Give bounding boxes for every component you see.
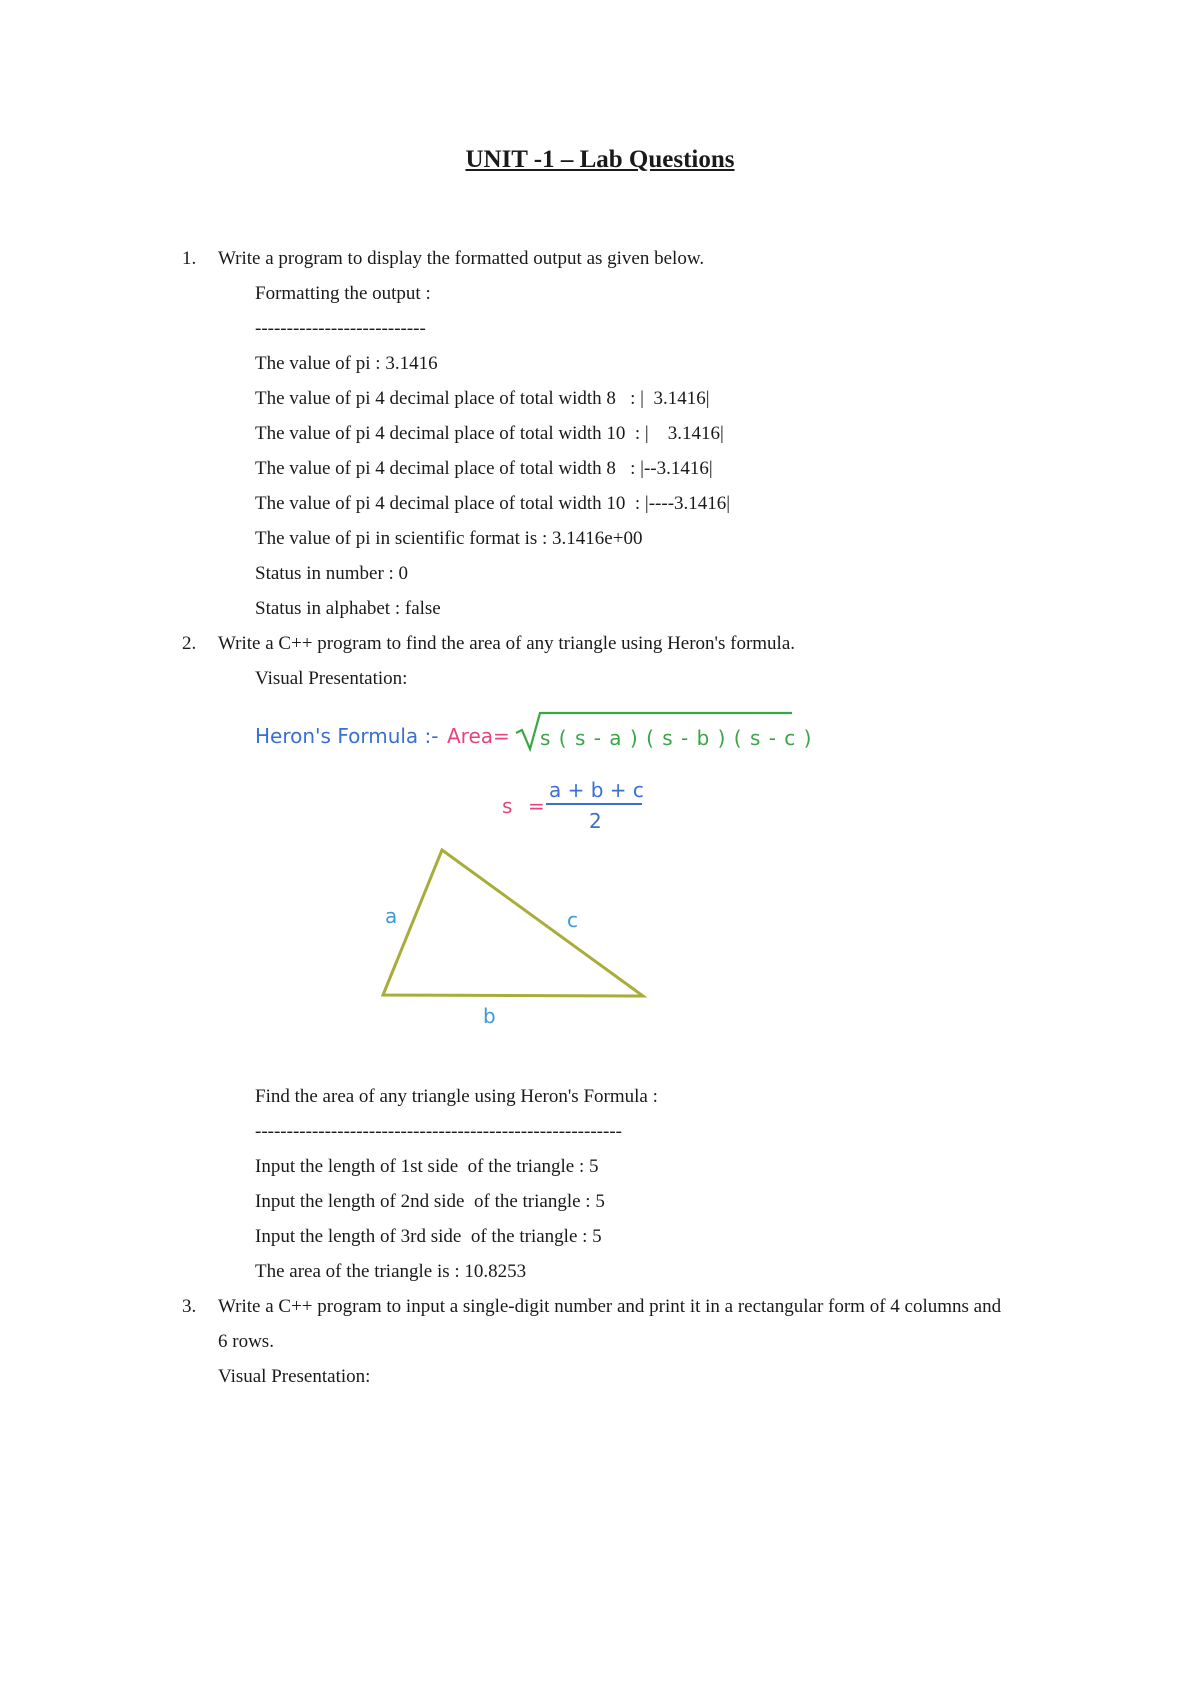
area-label: Area [447, 724, 494, 748]
q1-output-line: The value of pi 4 decimal place of total width 8 : | 3.1416| [255, 388, 710, 409]
q2-visual-label: Visual Presentation: [255, 668, 408, 689]
q2-text: Write a C++ program to find the area of any triangle using Heron's formula. [218, 633, 796, 654]
q1-output-line: The value of pi 4 decimal place of total width 10 : | 3.1416| [255, 423, 724, 444]
q3-number: 3. [182, 1296, 197, 1317]
q2-number: 2. [182, 633, 197, 654]
q1-output-line: Status in number : 0 [255, 563, 409, 584]
heron-formula-figure [240, 705, 820, 1035]
q1-text: Write a program to display the formatted output as given below. [218, 248, 705, 269]
q3-text-line2: 6 rows. [218, 1331, 274, 1352]
q2-output-line: Input the length of 1st side of the triangle : 5 [255, 1156, 599, 1177]
page-title: UNIT -1 – Lab Questions [465, 146, 735, 173]
radicand: s ( s - a ) ( s - b ) ( s - c ) [540, 726, 813, 750]
side-b-label: b [483, 1004, 496, 1028]
q1-output-line: The value of pi : 3.1416 [255, 353, 438, 374]
heron-formula-label: Heron's Formula :- [255, 724, 439, 748]
q2-output-line: Find the area of any triangle using Heron's Formula : [255, 1086, 658, 1107]
side-a-label: a [385, 904, 398, 928]
q1-output-line: The value of pi in scientific format is : 3.1416e+00 [255, 528, 643, 549]
q2-output-line: ---------------------------------------------------------- [255, 1121, 622, 1142]
triangle-shape [383, 850, 643, 996]
fraction-numerator: a + b + c [549, 778, 644, 802]
q2-output-line: Input the length of 3rd side of the triangle : 5 [255, 1226, 602, 1247]
q1-number: 1. [182, 248, 197, 269]
q1-output-line: Status in alphabet : false [255, 598, 441, 619]
q3-visual-label: Visual Presentation: [218, 1366, 371, 1387]
q2-output-line: The area of the triangle is : 10.8253 [255, 1261, 527, 1282]
equals-sign: = [493, 724, 510, 748]
q1-output-line: The value of pi 4 decimal place of total width 10 : |----3.1416| [255, 493, 731, 514]
q2-output-line: Input the length of 2nd side of the triangle : 5 [255, 1191, 605, 1212]
fraction-denominator: 2 [589, 809, 602, 833]
q1-output-line: --------------------------- [255, 318, 426, 339]
side-c-label: c [567, 908, 578, 932]
q3-text-line1: Write a C++ program to input a single-digit number and print it in a rectangular form of 4 columns and [218, 1296, 1002, 1317]
q1-output-line: Formatting the output : [255, 283, 431, 304]
s-label: s [502, 794, 513, 818]
q1-output-line: The value of pi 4 decimal place of total width 8 : |--3.1416| [255, 458, 713, 479]
s-equals: = [528, 794, 545, 818]
